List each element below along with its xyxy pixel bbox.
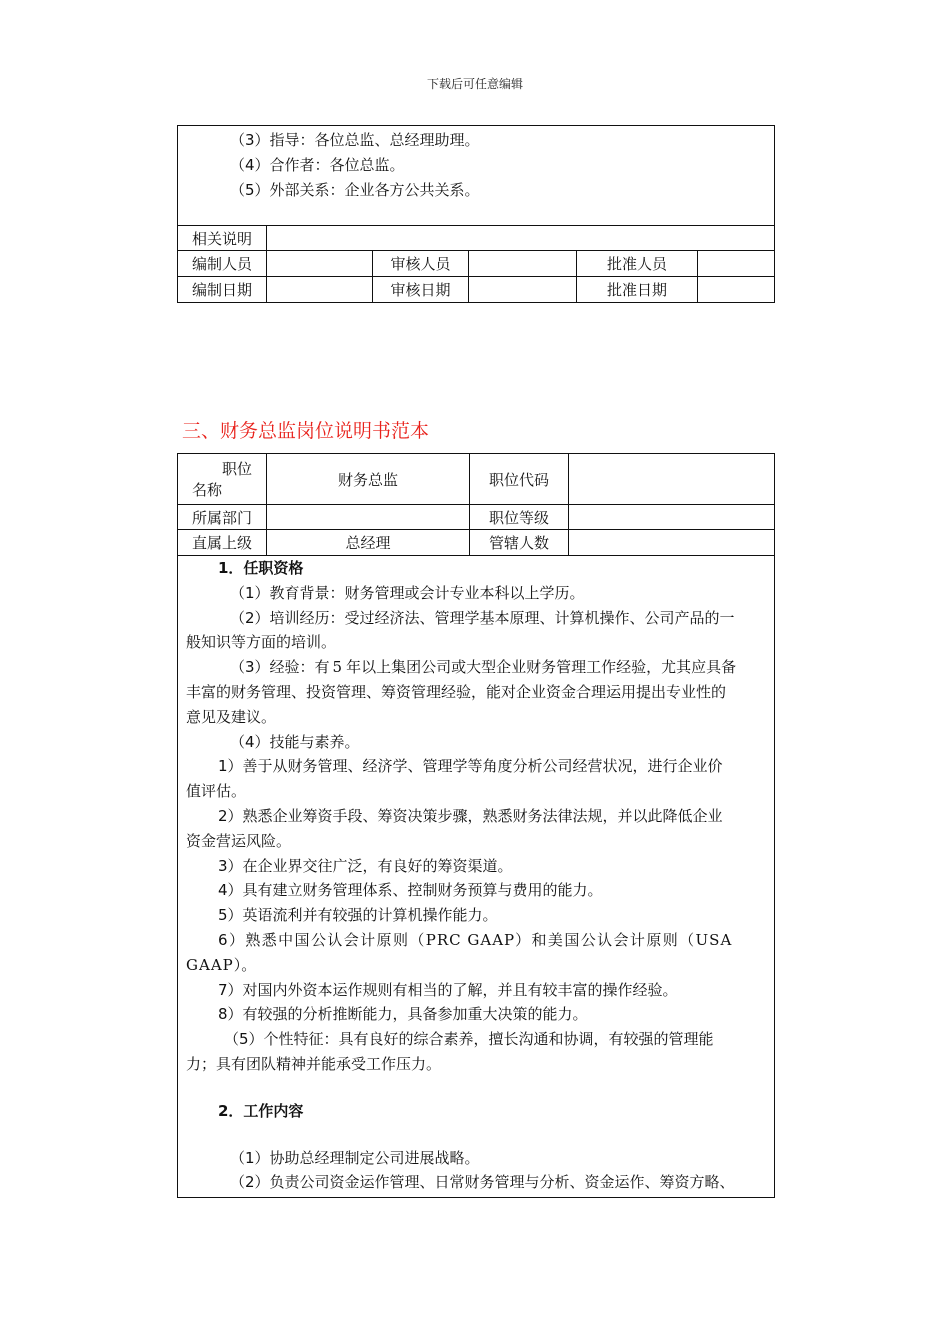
skill-4: 4）具有建立财务管理体系、控制财务预算与费用的能力。 (218, 881, 603, 900)
relation-line-guidance: （3）指导：各位总监、总经理助理。 (230, 131, 480, 149)
job-content-cell (178, 556, 775, 1198)
superior-value: 总经理 (267, 530, 470, 556)
prepared-date-label: 编制日期 (178, 277, 267, 303)
section-title: 三、财务总监岗位说明书范本 (182, 420, 430, 442)
skill-6-prc-gaap: PRC GAAP (425, 930, 516, 949)
reviewed-by-value (469, 251, 577, 277)
skill-1-line2: 值评估。 (186, 782, 247, 801)
qual-experience-text2: 年以上集团公司或大型企业财务管理工作经验，尤其应具备 (346, 658, 737, 677)
skill-1-line1: 1）善于从财务管理、经济学、管理学等角度分析公司经营状况，进行企业价 (218, 757, 723, 776)
reviewed-date-value (469, 277, 577, 303)
job-title-label-line1: 职位 (221, 460, 252, 478)
qualifications-heading: 1．任职资格 (218, 559, 304, 577)
job-code-value (569, 454, 775, 505)
approved-by-value (698, 251, 775, 277)
skill-3: 3）在企业界交往广泛，有良好的筹资渠道。 (218, 856, 513, 875)
skill-6-line1 (186, 928, 766, 953)
skill-5: 5）英语流利并有较强的计算机操作能力。 (218, 906, 498, 925)
qual-skills: （4）技能与素养。 (230, 732, 360, 751)
qual-experience-line2: 丰富的财务管理、投资管理、筹资管理经验，能对企业资金合理运用提出专业性的 (186, 682, 727, 701)
qual-experience-text1: （3）经验：有 (230, 658, 330, 677)
subordinates-value (569, 530, 775, 556)
qual-personality-line2: 力；具有团队精神并能承受工作压力。 (186, 1054, 442, 1073)
skill-6-text1: 6）熟悉中国公认会计原则（ (218, 930, 426, 949)
superior-label: 直属上级 (178, 530, 267, 556)
approved-date-label: 批准日期 (577, 277, 698, 303)
header-note: 下载后可任意编辑 (426, 77, 523, 91)
department-value (267, 505, 470, 530)
qual-experience-line3: 意见及建议。 (186, 707, 277, 726)
prepared-by-value (267, 251, 373, 277)
department-label: 所属部门 (178, 505, 267, 530)
approved-by-label: 批准人员 (577, 251, 698, 277)
prepared-date-value (267, 277, 373, 303)
related-notes-value (267, 226, 775, 251)
job-level-value (569, 505, 775, 530)
job-title-label-line2: 名称 (191, 481, 222, 499)
subordinates-label: 管辖人数 (470, 530, 569, 556)
qual-personality-line1: （5）个性特征：具有良好的综合素养，擅长沟通和协调，有较强的管理能 (224, 1030, 714, 1049)
skill-6-gaap: GAAP (186, 955, 234, 974)
job-title-value: 财务总监 (267, 454, 470, 505)
qual-experience-years: 5 (332, 658, 344, 677)
relation-line-partners: （4）合作者：各位总监。 (230, 155, 405, 174)
skill-6-text3: ）。 (233, 955, 257, 974)
skill-2-line2: 资金营运风险。 (186, 831, 292, 850)
skill-8: 8）有较强的分析推断能力，具备参加重大决策的能力。 (218, 1005, 588, 1024)
previous-job-description-table (177, 125, 775, 303)
skill-6-line2 (186, 953, 766, 978)
approved-date-value (698, 277, 775, 303)
reviewed-by-label: 审核人员 (373, 251, 469, 277)
qual-education: （1）教育背景：财务管理或会计专业本科以上学历。 (230, 583, 585, 602)
skill-2-line1: 2）熟悉企业筹资手段、筹资决策步骤，熟悉财务法律法规，并以此降低企业 (218, 806, 723, 825)
qual-experience-line1 (186, 655, 766, 680)
work-content-heading: 2．工作内容 (218, 1101, 304, 1120)
qual-training-line2: 般知识等方面的培训。 (186, 633, 337, 652)
skill-7: 7）对国内外资本运作规则有相当的了解，并且有较丰富的操作经验。 (218, 980, 678, 999)
relations-cell (178, 126, 775, 226)
work-item-1: （1）协助总经理制定公司进展战略。 (230, 1148, 480, 1167)
skill-6-usa: USA (695, 930, 733, 949)
job-level-label: 职位等级 (470, 505, 569, 530)
prepared-by-label: 编制人员 (178, 251, 267, 277)
qual-training-line1: （2）培训经历：受过经济法、管理学基本原理、计算机操作、公司产品的一 (230, 608, 735, 627)
related-notes-label: 相关说明 (178, 226, 267, 251)
skill-6-text2: ）和美国公认会计原则（ (515, 930, 696, 949)
work-item-2: （2）负责公司资金运作管理、日常财务管理与分析、资金运作、筹资方略、 (230, 1173, 735, 1192)
job-title-label (178, 454, 267, 505)
cfo-job-description-table (177, 453, 775, 1198)
relation-line-external: （5）外部关系：企业各方公共关系。 (230, 180, 480, 199)
reviewed-date-label: 审核日期 (373, 277, 469, 303)
job-code-label: 职位代码 (470, 454, 569, 505)
